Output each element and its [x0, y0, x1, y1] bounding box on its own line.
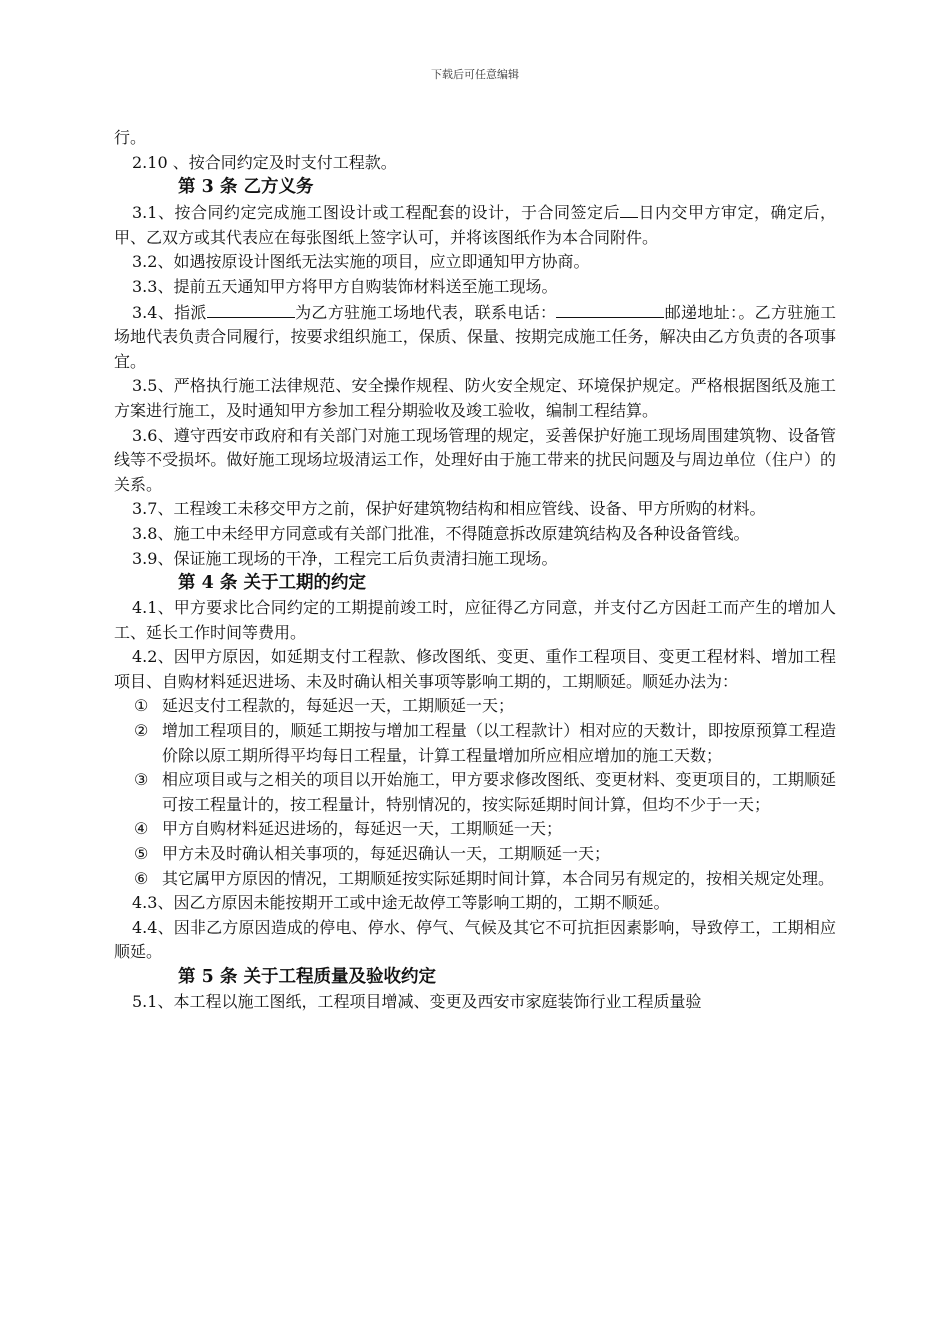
article-5-heading: 第 5 条 关于工程质量及验收约定 — [178, 967, 436, 987]
text-segment: 邮递地址：。乙方驻施工场地代表负责合同履行，按要求组织施工，保质、保量、按期完成施工任务，解决由乙方负责的各项事宜。 — [114, 302, 836, 371]
document-body — [114, 126, 836, 1015]
list-item-text: 延迟支付工程款的，每延迟一天，工期顺延一天； — [162, 696, 515, 716]
list-item — [114, 719, 836, 768]
paragraph-3-8: 3.8、施工中未经甲方同意或有关部门批准，不得随意拆改原建筑结构及各种设备管线。 — [132, 523, 750, 543]
paragraph-4-4: 4.4、因非乙方原因造成的停电、停水、停气、气候及其它不可抗拒因素影响，导致停工，工期相应顺延。 — [114, 917, 836, 962]
page-header: 下载后可任意编辑 — [431, 68, 519, 81]
list-item — [114, 768, 836, 817]
list-item-text: 增加工程项目的，顺延工期按与增加工程量（以工程款计）相对应的天数计，即按原预算工程造价除以原工期所得平均每日工程量，计算工程量增加所应相应增加的施工天数； — [162, 721, 836, 765]
list-marker: ① — [134, 696, 149, 716]
paragraph-3-3: 3.3、提前五天通知甲方将甲方自购装饰材料送至施工现场。 — [132, 276, 558, 296]
paragraph-4-1: 4.1、甲方要求比合同约定的工期提前竣工时，应征得乙方同意，并支付乙方因赶工而产生的增加人工、延长工作时间等费用。 — [114, 598, 836, 642]
paragraph-4-2: 4.2、因甲方原因，如延期支付工程款、修改图纸、变更、重作工程项目、变更工程材料、增加工程项目、自购材料延迟进场、未及时确认相关事项等影响工期的，工期顺延。顺延办法为： — [114, 647, 836, 691]
paragraph-4-3: 4.3、因乙方原因未能按期开工或中途无故停工等影响工期的，工期不顺延。 — [132, 893, 670, 913]
paragraph-2-10: 2.10 、按合同约定及时支付工程款。 — [132, 152, 397, 172]
paragraph-3-9: 3.9、保证施工现场的干净，工程完工后负责清扫施工现场。 — [132, 548, 558, 568]
text-segment: 3.1、按合同约定完成施工图设计或工程配套的设计，于合同签定后 — [132, 203, 620, 223]
text-segment: 3.4、指派 — [132, 302, 207, 322]
paragraph-3-6: 3.6、遵守西安市政府和有关部门对施工现场管理的规定，妥善保护好施工现场周围建筑物、设备管线等不受损坏。做好施工现场垃圾清运工作，处理好由于施工带来的扰民问题及与周边单位（住户）的关系。 — [114, 425, 836, 494]
paragraph: 行。 — [114, 128, 147, 147]
list-marker: ④ — [134, 819, 149, 839]
list-item — [114, 817, 836, 842]
paragraph-3-1 — [114, 200, 836, 250]
list-marker: ③ — [134, 770, 149, 790]
paragraph-3-5: 3.5、严格执行施工法律规范、安全操作规程、防火安全规定、环境保护规定。严格根据图纸及施工方案进行施工，及时通知甲方参加工程分期验收及竣工验收，编制工程结算。 — [114, 376, 836, 420]
list-item — [114, 694, 836, 719]
text-segment: 日内交甲方审定，确定后，甲、乙双方或其代表应在每张图纸上签字认可，并将该图纸作为本合同附件。 — [114, 203, 836, 247]
paragraph-5-1: 5.1、本工程以施工图纸，工程项目增减、变更及西安市家庭装饰行业工程质量验 — [132, 992, 702, 1011]
fill-blank-representative — [207, 300, 295, 318]
list-marker: ⑥ — [134, 868, 149, 888]
list-marker: ⑤ — [134, 844, 149, 864]
paragraph-3-2: 3.2、如遇按原设计图纸无法实施的项目，应立即通知甲方协商。 — [132, 252, 590, 272]
article-4-heading: 第 4 条 关于工期的约定 — [178, 573, 366, 594]
list-item — [114, 867, 836, 892]
list-item-text: 甲方自购材料延迟进场的，每延迟一天，工期顺延一天； — [162, 819, 563, 839]
text-segment: 为乙方驻施工场地代表，联系电话： — [294, 302, 557, 322]
paragraph-3-4 — [114, 300, 836, 375]
list-item-text: 甲方未及时确认相关事项的，每延迟确认一天，工期顺延一天； — [162, 844, 611, 864]
list-item-text: 相应项目或与之相关的项目以开始施工，甲方要求修改图纸、变更材料、变更项目的，工期顺延可按工程量计的，按工程量计，特别情况的，按实际延期时间计算，但均不少于一天； — [162, 770, 836, 814]
fill-blank-phone — [556, 300, 664, 318]
list-item — [114, 842, 836, 867]
article-3-heading: 第 3 条 乙方义务 — [178, 177, 314, 198]
list-marker: ② — [134, 721, 149, 741]
paragraph-3-7: 3.7、工程竣工未移交甲方之前，保护好建筑物结构和相应管线、设备、甲方所购的材料。 — [132, 499, 766, 519]
fill-blank-days — [620, 200, 638, 218]
list-item-text: 其它属甲方原因的情况，工期顺延按实际延期时间计算，本合同另有规定的，按相关规定处理。 — [162, 868, 835, 888]
